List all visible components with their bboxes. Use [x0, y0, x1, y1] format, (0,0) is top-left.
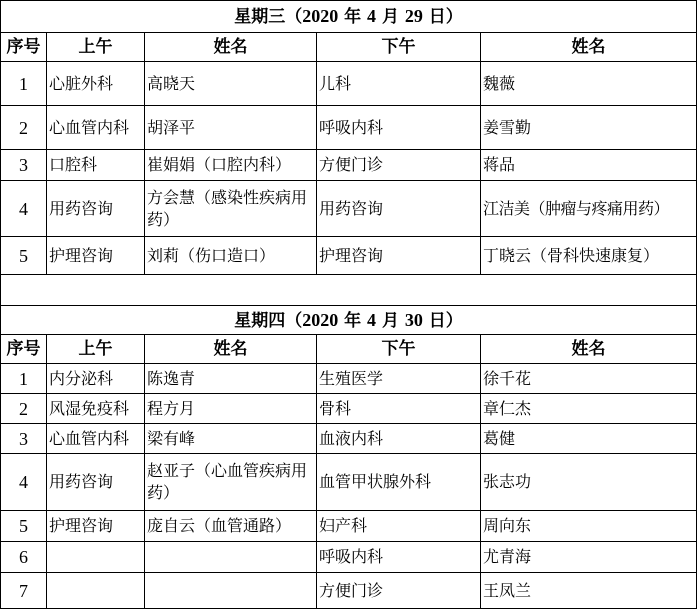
am-name-cell: 胡泽平	[145, 106, 317, 150]
am-dept-cell	[47, 542, 145, 573]
title-month: 4	[367, 309, 377, 330]
title-prefix: 星期三（	[234, 7, 303, 27]
title-month-label: 月	[376, 7, 405, 27]
pm-dept-cell: 骨科	[317, 394, 481, 424]
seq-cell: 4	[1, 454, 47, 511]
header-row	[1, 33, 697, 62]
title-prefix: 星期四（	[234, 310, 303, 331]
section-title	[1, 1, 697, 33]
section-spacer	[1, 275, 697, 306]
pm-dept-cell: 方便门诊	[317, 573, 481, 609]
pm-name-cell: 丁晓云（骨科快速康复）	[481, 237, 697, 275]
header-pm-name: 姓名	[481, 335, 697, 364]
header-am-name: 姓名	[145, 335, 317, 364]
pm-name-cell: 魏薇	[481, 62, 697, 106]
seq-cell: 1	[1, 364, 47, 394]
section-title-row	[1, 1, 697, 33]
seq-cell: 5	[1, 511, 47, 542]
pm-name-cell: 徐千花	[481, 364, 697, 394]
title-year: 2020	[302, 309, 339, 330]
pm-dept-cell: 护理咨询	[317, 237, 481, 275]
table-row	[1, 542, 697, 573]
pm-name-cell: 尤青海	[481, 542, 697, 573]
title-year-label: 年	[338, 310, 368, 331]
seq-cell: 2	[1, 394, 47, 424]
pm-dept-cell: 方便门诊	[317, 150, 481, 181]
pm-dept-cell: 血管甲状腺外科	[317, 454, 481, 511]
header-pm-name: 姓名	[481, 33, 697, 62]
am-name-cell: 赵亚子（心血管疾病用药）	[145, 454, 317, 511]
am-name-cell: 陈逸青	[145, 364, 317, 394]
header-am: 上午	[47, 335, 145, 364]
am-dept-cell: 内分泌科	[47, 364, 145, 394]
table-row	[1, 573, 697, 609]
section-title-row	[1, 306, 697, 335]
table-row	[1, 181, 697, 237]
title-month: 4	[367, 6, 377, 26]
table-row	[1, 106, 697, 150]
table-row	[1, 364, 697, 394]
seq-cell: 3	[1, 424, 47, 454]
am-name-cell	[145, 542, 317, 573]
header-pm: 下午	[317, 335, 481, 364]
am-dept-cell: 用药咨询	[47, 181, 145, 237]
table-row	[1, 511, 697, 542]
header-row	[1, 335, 697, 364]
am-name-cell: 方会慧（感染性疾病用药）	[145, 181, 317, 237]
section-title	[1, 306, 697, 335]
seq-cell: 1	[1, 62, 47, 106]
am-dept-cell: 心血管内科	[47, 424, 145, 454]
am-dept-cell: 护理咨询	[47, 511, 145, 542]
pm-name-cell: 周向东	[481, 511, 697, 542]
title-month-label: 月	[376, 310, 405, 331]
pm-name-cell: 王凤兰	[481, 573, 697, 609]
am-name-cell: 程方月	[145, 394, 317, 424]
header-am-name: 姓名	[145, 33, 317, 62]
am-name-cell: 庞自云（血管通路）	[145, 511, 317, 542]
title-day: 30	[404, 309, 423, 330]
seq-cell: 5	[1, 237, 47, 275]
am-name-cell: 崔娟娟（口腔内科）	[145, 150, 317, 181]
am-dept-cell: 心血管内科	[47, 106, 145, 150]
title-day: 29	[404, 6, 423, 26]
pm-name-cell: 蒋品	[481, 150, 697, 181]
header-pm: 下午	[317, 33, 481, 62]
title-suffix: 日）	[422, 7, 463, 27]
pm-dept-cell: 呼吸内科	[317, 542, 481, 573]
seq-cell: 4	[1, 181, 47, 237]
title-suffix: 日）	[422, 310, 463, 331]
pm-dept-cell: 生殖医学	[317, 364, 481, 394]
pm-name-cell: 葛健	[481, 424, 697, 454]
table-row	[1, 150, 697, 181]
am-dept-cell: 风湿免疫科	[47, 394, 145, 424]
pm-dept-cell: 呼吸内科	[317, 106, 481, 150]
am-dept-cell	[47, 573, 145, 609]
pm-name-cell: 姜雪勤	[481, 106, 697, 150]
seq-cell: 2	[1, 106, 47, 150]
pm-name-cell: 江洁美（肿瘤与疼痛用药）	[481, 181, 697, 237]
header-am: 上午	[47, 33, 145, 62]
pm-name-cell: 张志功	[481, 454, 697, 511]
pm-dept-cell: 血液内科	[317, 424, 481, 454]
spacer-cell	[1, 275, 697, 306]
header-seq: 序号	[1, 335, 47, 364]
am-dept-cell: 护理咨询	[47, 237, 145, 275]
title-year: 2020	[302, 6, 339, 26]
pm-dept-cell: 用药咨询	[317, 181, 481, 237]
seq-cell: 7	[1, 573, 47, 609]
pm-dept-cell: 儿科	[317, 62, 481, 106]
seq-cell: 3	[1, 150, 47, 181]
pm-dept-cell: 妇产科	[317, 511, 481, 542]
title-year-label: 年	[338, 7, 368, 27]
am-dept-cell: 用药咨询	[47, 454, 145, 511]
seq-cell: 6	[1, 542, 47, 573]
am-name-cell: 高晓天	[145, 62, 317, 106]
table-row	[1, 424, 697, 454]
am-dept-cell: 口腔科	[47, 150, 145, 181]
am-name-cell: 梁有峰	[145, 424, 317, 454]
header-seq: 序号	[1, 33, 47, 62]
table-row	[1, 394, 697, 424]
pm-name-cell: 章仁杰	[481, 394, 697, 424]
am-dept-cell: 心脏外科	[47, 62, 145, 106]
table-row	[1, 62, 697, 106]
am-name-cell: 刘莉（伤口造口）	[145, 237, 317, 275]
am-name-cell	[145, 573, 317, 609]
table-row	[1, 454, 697, 511]
table-row	[1, 237, 697, 275]
